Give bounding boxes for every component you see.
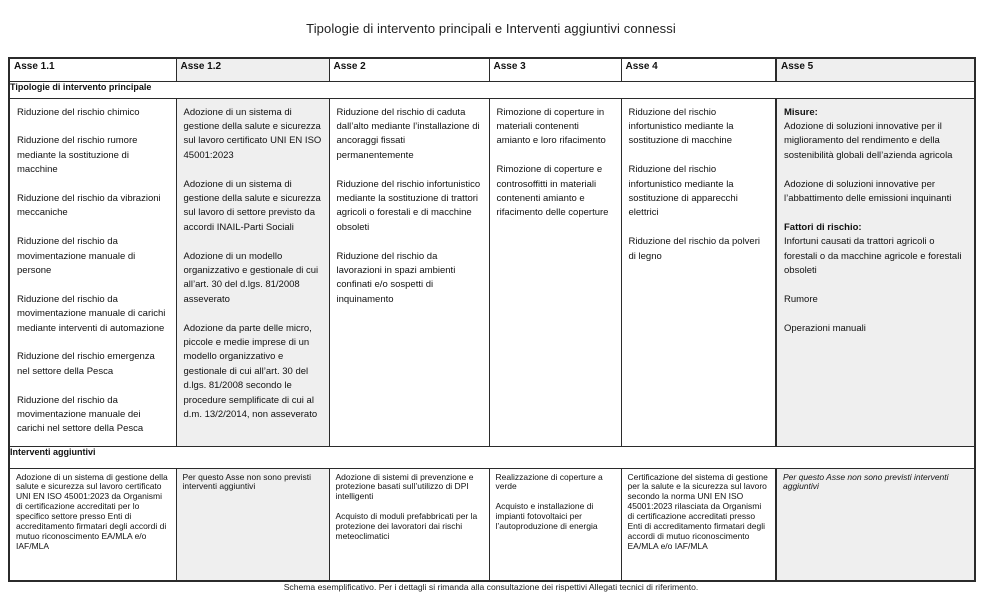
cell-paragraph: Adozione di sistemi di prevenzione e protezione basati sull’utilizzo di DPI intelligenti (335, 471, 474, 502)
cell-paragraph: Adozione da parte delle micro, piccole e medie imprese di un modello organizzativo e gestionale di cui all’art. 30 del d.lgs. 81/2008 secondo le procedure semplificate di cui al d.m. 13/2/2014, non asseverato (183, 322, 318, 420)
column-header-asse-3: Asse 3 (489, 58, 621, 81)
main-cell-asse-3 (489, 98, 621, 446)
main-cell-asse-5 (776, 98, 975, 446)
cell-paragraph: Riduzione del rischio da lavorazioni in spazi ambienti confinati e/o sospetti di inquinamento (336, 250, 456, 305)
cell-paragraph: Infortuni causati da trattori agricoli o forestali o da macchine agricole e forestali obsoleti (784, 236, 962, 276)
cell-paragraph: Adozione di un sistema di gestione della salute e sicurezza sul lavoro certificato UNI EN ISO 45001:2023 (183, 106, 322, 161)
section-row-main (9, 81, 975, 98)
cell-paragraph: Rimozione di coperture e controsoffitti in materiali contenenti amianto e rifacimento delle coperture (496, 164, 609, 219)
cell-paragraph: Adozione di un modello organizzativo e gestionale di cui all’art. 30 del d.lgs. 81/2008 asseverato (183, 250, 319, 305)
cell-paragraph: Riduzione del rischio infortunistico mediante la sostituzione di apparecchi elettrici (628, 164, 738, 219)
page-title: Tipologie di intervento principali e Interventi aggiuntivi connessi (306, 21, 676, 36)
main-cell-asse-1-1 (9, 98, 176, 446)
cell-paragraph: Fattori di rischio: (784, 221, 862, 233)
section-header-additional: Interventi aggiuntivi (9, 446, 975, 468)
section-row-additional (9, 446, 975, 468)
cell-paragraph: Adozione di soluzioni innovative per il miglioramento del rendimento e della sostenibilità globali dell’azienda agricola (784, 120, 953, 161)
cell-paragraph: Adozione di soluzioni innovative per l’abbattimento delle emissioni inquinanti (784, 178, 952, 204)
table-header-row (9, 58, 975, 81)
column-header-asse-5: Asse 5 (776, 58, 975, 81)
additional-cell-asse-5 (776, 468, 975, 581)
main-cell-asse-4 (621, 98, 776, 446)
column-header-asse-4: Asse 4 (621, 58, 776, 81)
cell-paragraph: Riduzione del rischio infortunistico mediante la sostituzione di macchine (628, 106, 734, 147)
asse-table (8, 57, 976, 582)
cell-paragraph: Per questo Asse non sono previsti interventi aggiuntivi (182, 471, 312, 492)
cell-paragraph: Certificazione del sistema di gestione per la salute e la sicurezza sul lavoro secondo la norma UNI EN ISO 45001:2023 rilasciata da Organismi di certificazione accreditati presso Enti di accreditamento firmatari degli accordi di mutuo riconoscimento EA/MLA e/o IAF/MLA (627, 471, 768, 551)
cell-paragraph: Riduzione del rischio infortunistico mediante la sostituzione di trattori agricoli o forestali e di macchine obsoleti (336, 178, 481, 233)
cell-paragraph: Realizzazione di coperture a verde (495, 471, 603, 492)
cell-paragraph: Adozione di un sistema di gestione della salute e sicurezza sul lavoro di settore previsto da accordi INAIL-Parti Sociali (183, 178, 321, 233)
main-cell-asse-2 (329, 98, 489, 446)
column-header-asse-1-1: Asse 1.1 (9, 58, 176, 81)
additional-cell-asse-3 (489, 468, 621, 581)
cell-paragraph: Riduzione del rischio da movimentazione manuale di persone (17, 236, 136, 276)
cell-paragraph: Riduzione del rischio da movimentazione manuale di carichi mediante interventi di automazione (17, 293, 166, 334)
section-header-main: Tipologie di intervento principale (9, 81, 975, 98)
cell-paragraph: Adozione di un sistema di gestione della salute e sicurezza sul lavoro certificato UNI EN ISO 45001:2023 da Organismi di certificazione accreditati per lo specifico settore presso Enti di accreditamento firmatari degli accordi di mutuo riconoscimento EA/MLA e/o IAF/MLA (16, 471, 168, 551)
cell-paragraph: Acquisto di moduli prefabbricati per la protezione dei lavoratori dai rischi meteoclimatici (335, 511, 478, 541)
cell-paragraph: Rumore (784, 293, 818, 305)
column-header-asse-2: Asse 2 (329, 58, 489, 81)
cell-paragraph: Rimozione di coperture in materiali contenenti amianto e loro rifacimento (496, 106, 606, 147)
cell-paragraph: Riduzione del rischio chimico (17, 106, 140, 118)
cell-paragraph: Operazioni manuali (784, 322, 866, 334)
additional-interventions-row (9, 468, 975, 581)
additional-cell-asse-1-2 (176, 468, 329, 581)
additional-cell-asse-2 (329, 468, 489, 581)
cell-paragraph: Riduzione del rischio da movimentazione manuale dei carichi nel settore della Pesca (17, 394, 144, 435)
cell-paragraph: Misure: (784, 106, 818, 118)
cell-paragraph: Per questo Asse non sono previsti interventi aggiuntivi (783, 471, 949, 492)
additional-cell-asse-4 (621, 468, 776, 581)
cell-paragraph: Riduzione del rischio rumore mediante la sostituzione di macchine (17, 135, 138, 176)
main-interventions-row (9, 98, 975, 446)
cell-paragraph: Riduzione del rischio emergenza nel settore della Pesca (17, 351, 155, 377)
additional-cell-asse-1-1 (9, 468, 176, 581)
main-cell-asse-1-2 (176, 98, 329, 446)
cell-paragraph: Acquisto e installazione di impianti fotovoltaici per l’autoproduzione di energia (495, 501, 598, 532)
footnote: Schema esemplificativo. Per i dettagli si rimanda alla consultazione dei rispettivi Allegati tecnici di riferimento. (283, 582, 699, 592)
cell-paragraph: Riduzione del rischio di caduta dall’alto mediante l’installazione di ancoraggi fissati permanentemente (336, 106, 480, 161)
column-header-asse-1-2: Asse 1.2 (176, 58, 329, 81)
cell-paragraph: Riduzione del rischio da vibrazioni meccaniche (17, 192, 161, 219)
cell-paragraph: Riduzione del rischio da polveri di legno (628, 236, 760, 262)
